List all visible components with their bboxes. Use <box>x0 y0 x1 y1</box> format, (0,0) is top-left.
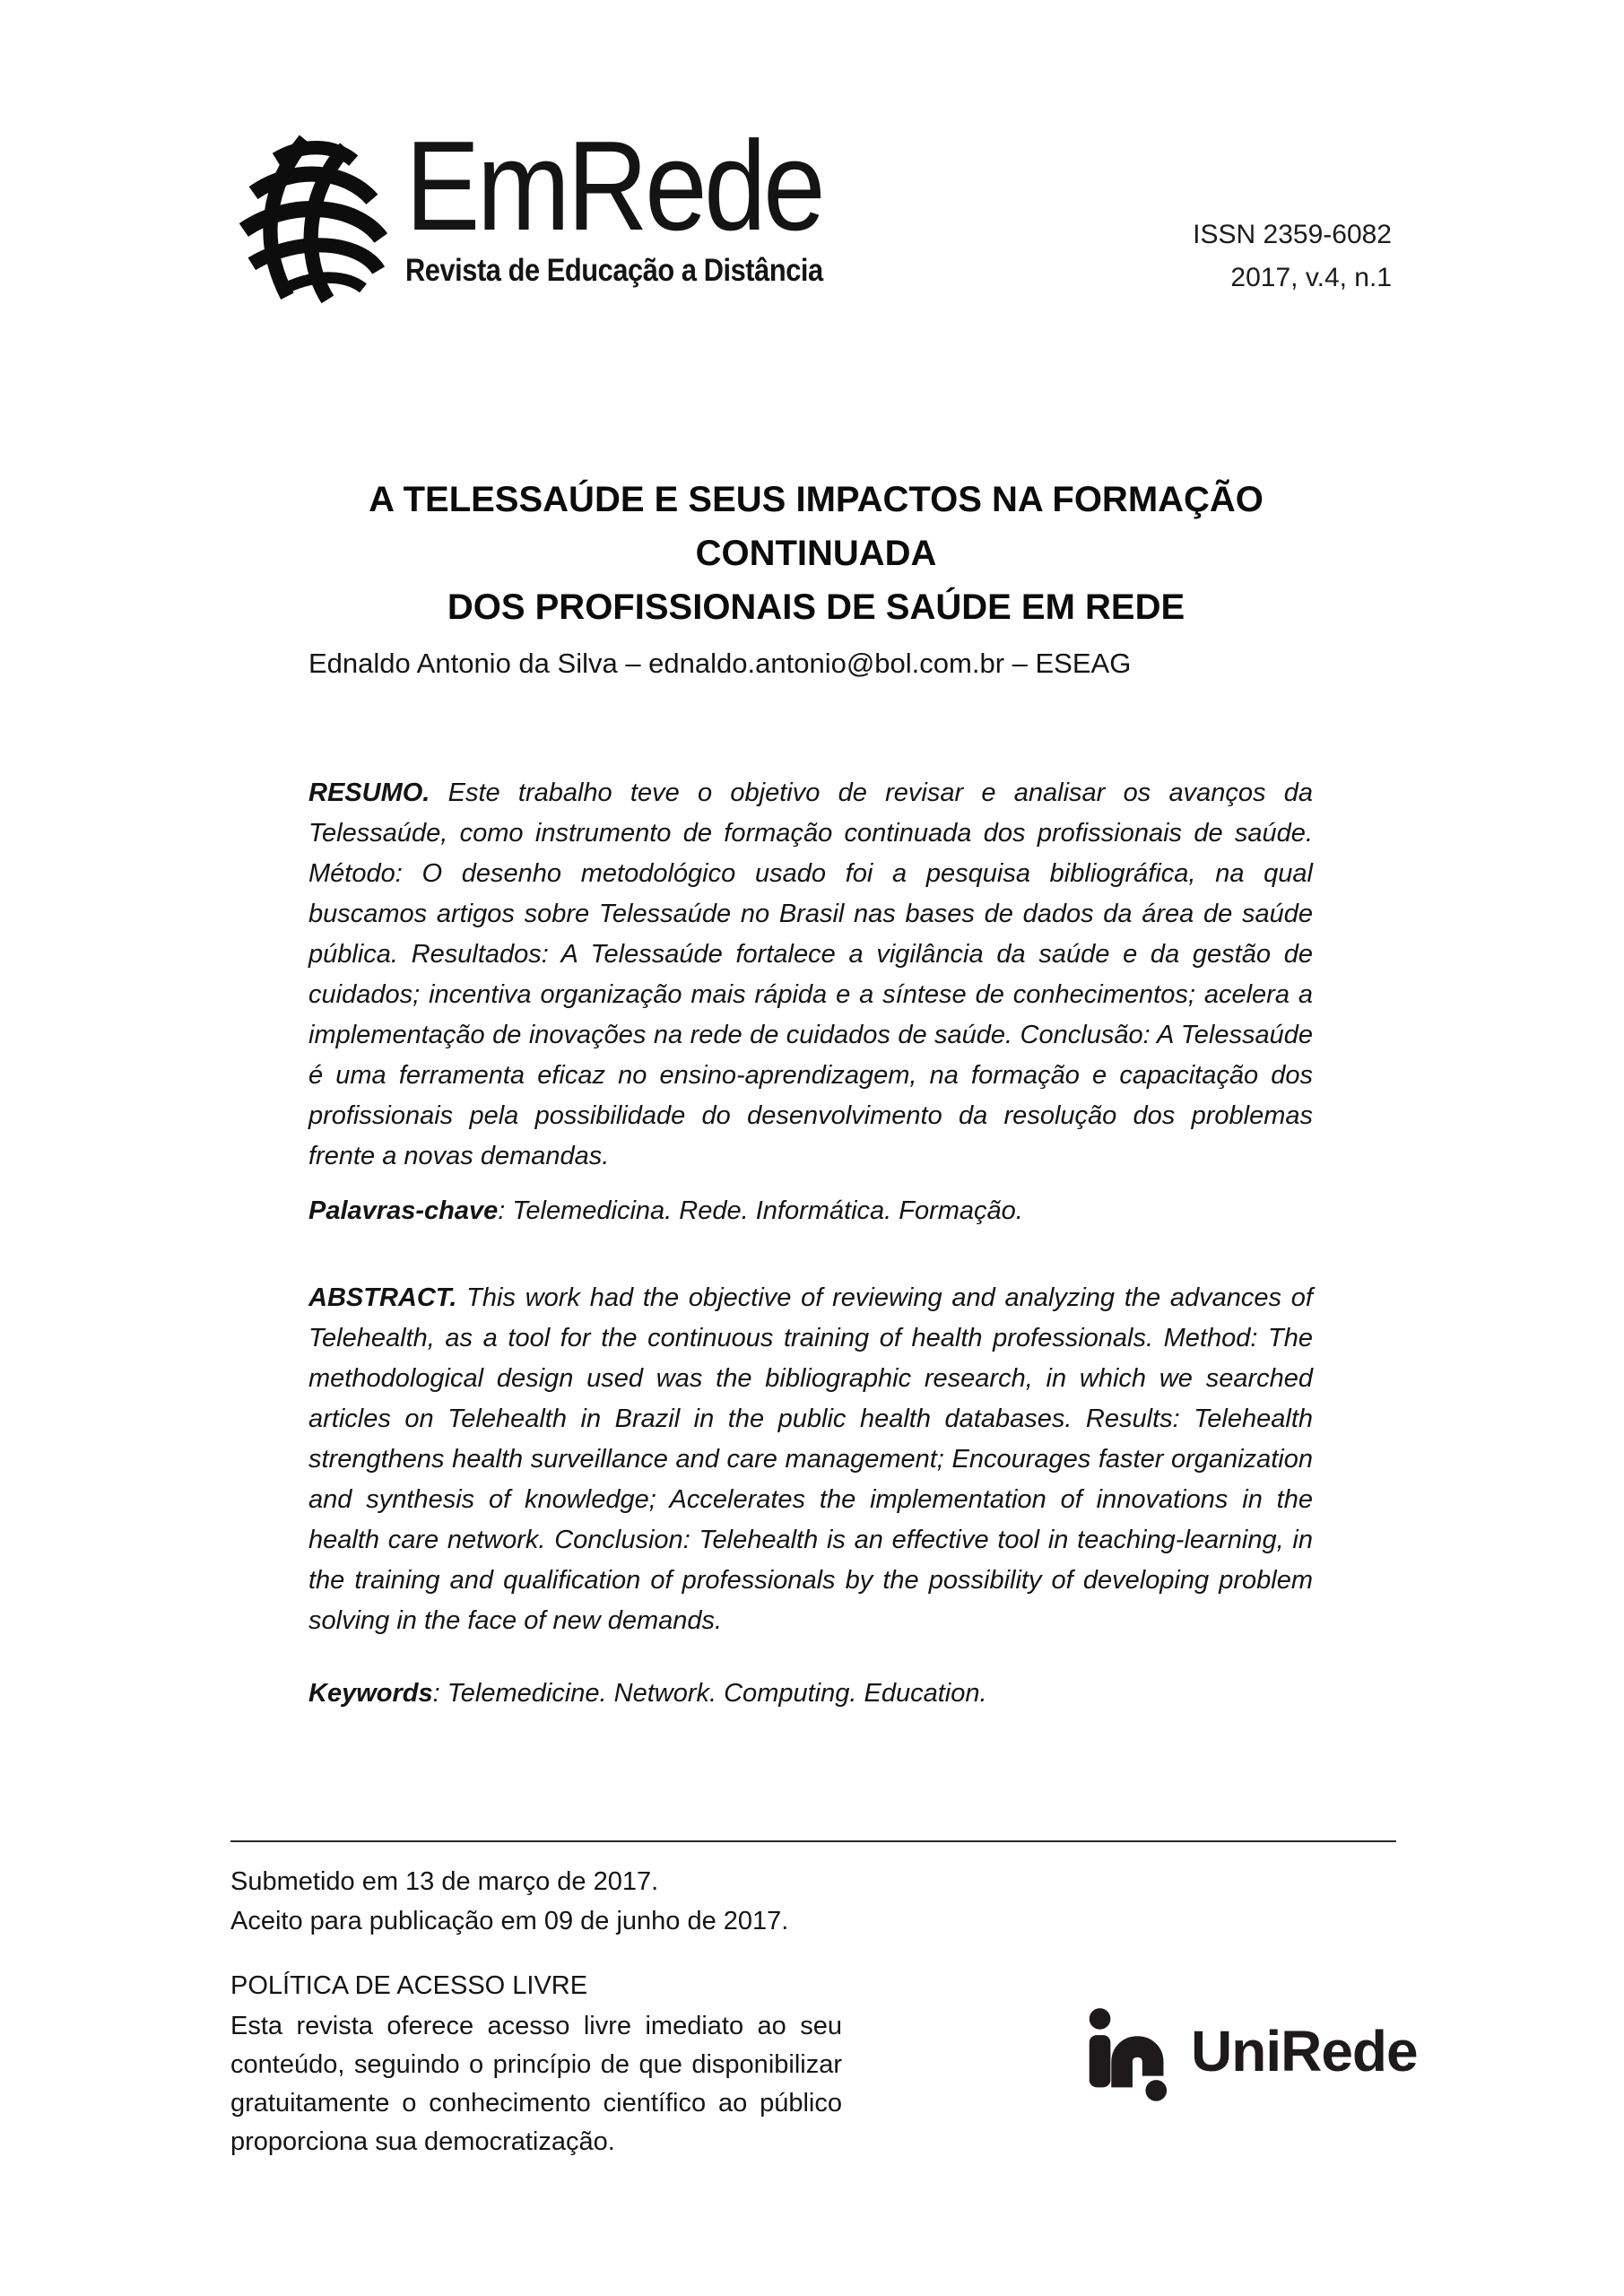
submission-dates <box>230 1862 788 1941</box>
footer-divider <box>230 1840 1396 1842</box>
resumo-text: Este trabalho teve o objetivo de revisar e analisar os avanços da Telessaúde, como instrumento de formação continuada dos profissionais de saúde. Método: O desenho metodológico usado foi a pesquisa bibliográfica, na qual buscamos artigos sobre Telessaúde no Brasil nas bases de dados da área de saúde pública. Resultados: A Telessaúde fortalece a vigilância da saúde e da gestão de cuidados; incentiva organização mais rápida e a síntese de conhecimentos; acelera a implementação de inovações na rede de cuidados de saúde. Conclusão: A Telessaúde é uma ferramenta eficaz no ensino-aprendizagem, na formação e capacitação dos profissionais pela possibilidade do desenvolvimento da resolução dos problemas frente a novas demandas. <box>308 778 1313 1170</box>
author-line: Ednaldo Antonio da Silva – ednaldo.antonio@bol.com.br – ESEAG <box>308 648 1132 679</box>
emrede-logo <box>226 115 880 303</box>
abstract-paragraph <box>308 1278 1313 1641</box>
issn-number: ISSN 2359-6082 <box>1193 220 1392 249</box>
unirede-logo <box>1087 2007 1418 2101</box>
issue-info: 2017, v.4, n.1 <box>1230 263 1392 292</box>
title-line-1: A TELESSAÚDE E SEUS IMPACTOS NA FORMAÇÃO CONTINUADA <box>369 479 1264 573</box>
resumo-paragraph <box>308 773 1313 1177</box>
emrede-globe-icon <box>226 133 387 303</box>
abstract-label: ABSTRACT. <box>308 1283 457 1312</box>
article-title <box>260 473 1372 634</box>
unirede-wordmark: UniRede <box>1191 2019 1418 2083</box>
resumo-label: RESUMO. <box>308 778 430 807</box>
emrede-logo-tagline: Revista de Educação a Distância <box>405 253 823 288</box>
keywords-text: : Telemedicine. Network. Computing. Education. <box>432 1679 987 1708</box>
open-access-policy-title: POLÍTICA DE ACESSO LIVRE <box>230 1971 588 2000</box>
emrede-logo-text <box>405 115 823 289</box>
acceptance-date: Aceito para publicação em 09 de junho de 2017. <box>230 1907 789 1935</box>
submission-date: Submetido em 13 de março de 2017. <box>230 1867 659 1896</box>
abstract-text: This work had the objective of reviewing and analyzing the advances of Telehealth, as a tool for the continuous training of health professionals. Method: The methodological design used was the bibliographic research, in which we searched articles on Telehealth in Brazil in the public health databases. Results: Telehealth strengthens health surveillance and care management; Encourages faster organization and synthesis of knowledge; Accelerates the implementation of innovations in the health care network. Conclusion: Telehealth is an effective tool in teaching-learning, in the training and qualification of professionals by the possibility of developing problem solving in the face of new demands. <box>308 1283 1313 1635</box>
palavras-chave-text: : Telemedicina. Rede. Informática. Formação. <box>498 1196 1023 1225</box>
palavras-chave-label: Palavras-chave <box>308 1196 499 1225</box>
unirede-icon <box>1087 2007 1177 2101</box>
issn-block <box>1193 213 1392 300</box>
title-line-2: DOS PROFISSIONAIS DE SAÚDE EM REDE <box>447 587 1185 627</box>
open-access-policy-text: Esta revista oferece acesso livre imediato ao seu conteúdo, seguindo o princípio de que disponibilizar gratuitamente o conhecimento científico ao público proporciona sua democratização. <box>230 2012 842 2156</box>
abstracts-section <box>308 773 1313 1714</box>
palavras-chave-line <box>308 1191 1313 1231</box>
keywords-line <box>308 1674 1313 1714</box>
keywords-label: Keywords <box>308 1679 433 1708</box>
emrede-logo-name: EmRede <box>405 115 823 257</box>
